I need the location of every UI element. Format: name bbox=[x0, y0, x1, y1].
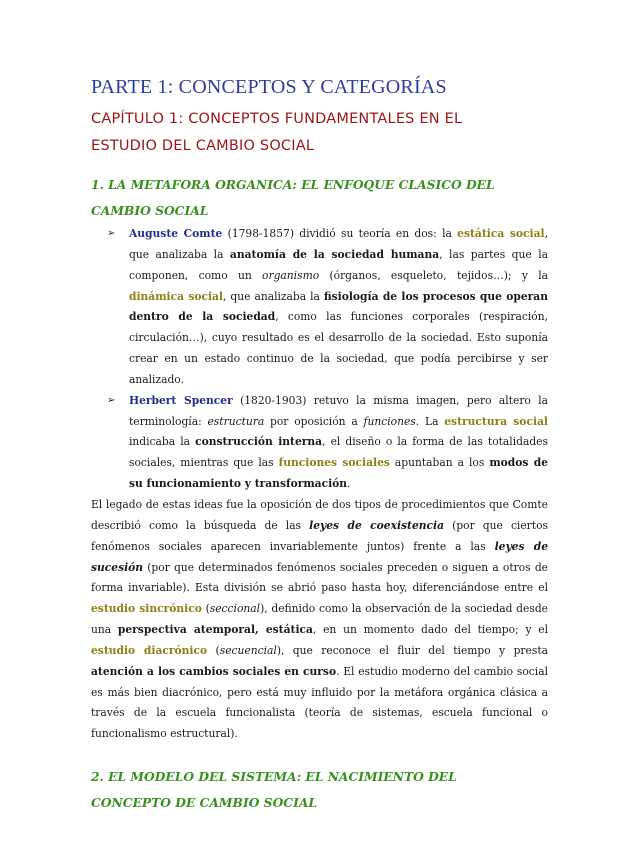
highlighted-term: estática social bbox=[457, 227, 545, 240]
highlighted-term: funciones sociales bbox=[278, 456, 390, 470]
italic-term: secuencial bbox=[219, 643, 277, 657]
text-run: (por que determinados fenómenos sociales preceden o siguen a otros de forma invariable). Esta división se abrió paso hasta hoy, diferenciándose entre el bbox=[91, 560, 548, 595]
part-title: PARTE 1: CONCEPTOS Y CATEGORÍAS bbox=[91, 76, 447, 98]
bold-italic-term: leyes de sucesión bbox=[91, 539, 548, 574]
italic-term: estructura bbox=[207, 414, 265, 428]
text-run: (1820-1903) retuvo la misma imagen, pero altero la terminología: bbox=[129, 393, 548, 428]
italic-term: funciones bbox=[363, 414, 416, 428]
text-run: apuntaban a los bbox=[389, 456, 490, 470]
text-run: . bbox=[347, 477, 351, 491]
text-run: ), que reconoce el fluir del tiempo y presta bbox=[276, 643, 548, 657]
text-run: (1798-1857) dividió su teoría en dos: la bbox=[222, 227, 458, 240]
italic-term: organismo bbox=[262, 268, 320, 282]
text-run: por oposición a bbox=[264, 414, 364, 428]
bold-term: atención a los cambios sociales en curso bbox=[91, 664, 337, 678]
bullet-item-comte bbox=[91, 224, 548, 391]
bullet-list bbox=[91, 224, 548, 495]
highlighted-term: dinámica social bbox=[129, 289, 224, 303]
bullet-item-spencer bbox=[91, 391, 548, 495]
text-run: ), definido como la observación de la sociedad desde una bbox=[91, 602, 548, 637]
arrow-bullet-icon: ➢ bbox=[107, 228, 116, 239]
highlighted-term: estudio sincrónico bbox=[91, 602, 202, 616]
italic-term: seccional bbox=[209, 602, 261, 616]
text-run: (órganos, esqueleto, tejidos…); y la bbox=[319, 268, 548, 282]
author-name: Auguste Comte bbox=[129, 227, 223, 240]
text-run: (por que ciertos fenómenos sociales aparecen invariablemente juntos) frente a las bbox=[91, 518, 548, 553]
bold-term: modos de su funcionamiento y transformación bbox=[129, 456, 548, 491]
body-paragraph bbox=[91, 495, 548, 745]
highlighted-term: estructura social bbox=[444, 414, 548, 428]
text-run: , como las funciones corporales (respiración, circulación…), cuyo resultado es el desarrollo de la sociedad. Esto suponía crear en un estado continuo de la sociedad, que podía percibirse y ser analizado. bbox=[129, 310, 548, 386]
text-run: ( bbox=[201, 602, 210, 616]
bold-term: anatomía de la sociedad humana bbox=[229, 247, 440, 261]
bold-term: construcción interna bbox=[195, 435, 323, 449]
text-run: . La bbox=[415, 414, 445, 428]
section-1-title: 1. LA METAFORA ORGANICA: EL ENFOQUE CLASICO DEL CAMBIO SOCIAL bbox=[91, 177, 495, 218]
text-run: ( bbox=[207, 643, 220, 657]
text-run: , el diseño o la forma de las totalidades sociales, mientras que las bbox=[129, 435, 548, 470]
text-run: , las partes que la componen, como un bbox=[129, 247, 548, 282]
text-run: , que analizaba la bbox=[223, 289, 324, 303]
text-run: El legado de estas ideas fue la oposición de dos tipos de procedimientos que Comte describió como la búsqueda de las bbox=[91, 498, 548, 532]
text-run: indicaba la bbox=[129, 435, 196, 449]
text-run: , en un momento dado del tiempo; y el bbox=[312, 623, 548, 637]
bold-term: fisiología de los procesos que operan dentro de la sociedad bbox=[129, 289, 548, 324]
chapter-title: CAPÍTULO 1: CONCEPTOS FUNDAMENTALES EN EL ESTUDIO DEL CAMBIO SOCIAL bbox=[91, 111, 463, 154]
bold-term: perspectiva atemporal, estática bbox=[117, 623, 313, 637]
arrow-bullet-icon: ➢ bbox=[107, 394, 116, 406]
highlighted-term: estudio diacrónico bbox=[91, 643, 208, 657]
text-run: . El estudio moderno del cambio social es más bien diacrónico, pero está muy influido por la metáfora orgánica clásica a través de la escuela funcionalista (teoría de sistemas, escuela funcional o funcionalismo estructural). bbox=[91, 664, 548, 741]
author-name: Herbert Spencer bbox=[129, 393, 233, 407]
text-run: , que analizaba la bbox=[129, 227, 548, 261]
bold-italic-term: leyes de coexistencia bbox=[309, 518, 445, 532]
section-2-title: 2. EL MODELO DEL SISTEMA: EL NACIMIENTO DEL CONCEPTO DE CAMBIO SOCIAL bbox=[91, 769, 457, 810]
